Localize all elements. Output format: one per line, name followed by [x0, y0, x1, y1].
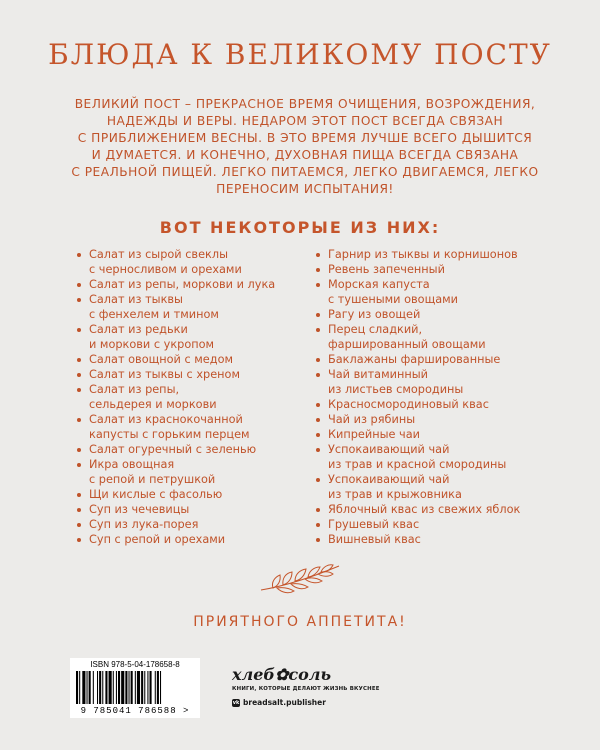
recipe-item-line: и моркови с укропом	[89, 338, 215, 351]
recipe-item	[315, 397, 545, 412]
intro-line: ВЕЛИКИЙ ПОСТ – ПРЕКРАСНОЕ ВРЕМЯ ОЧИЩЕНИЯ, ВОЗРОЖДЕНИЯ,	[74, 97, 536, 111]
barcode-bar	[155, 671, 156, 704]
barcode-bar	[105, 671, 107, 704]
recipe-item-line: Щи кислые с фасолью	[89, 488, 223, 501]
recipe-item-line: Икра овощная	[89, 458, 175, 471]
recipe-item-line: Суп из чечевицы	[89, 503, 190, 516]
barcode-bar	[137, 671, 140, 704]
barcode-bar	[141, 671, 143, 704]
barcode-bar	[129, 671, 130, 704]
social-link	[232, 698, 382, 707]
barcode-bar	[131, 671, 133, 704]
recipe-item	[76, 532, 296, 547]
barcode-bar	[160, 671, 161, 704]
barcode-bar	[135, 671, 136, 704]
recipe-item-line: Ревень запеченный	[328, 263, 445, 276]
recipe-item	[315, 322, 545, 352]
barcode-bar	[82, 671, 85, 704]
recipe-item-line: Салат из репы,	[89, 383, 180, 396]
recipe-item	[76, 247, 296, 277]
barcode-bar	[76, 671, 78, 704]
barcode-bar	[157, 671, 159, 704]
barcode-bar	[97, 671, 98, 704]
barcode-bar	[118, 671, 120, 704]
recipe-item-line: Морская капуста	[328, 278, 430, 291]
recipe-item-line: Салат из краснокочанной	[89, 413, 243, 426]
recipe-item-line: Баклажаны фаршированные	[328, 353, 501, 366]
recipe-item-line: Салат овощной с медом	[89, 353, 233, 366]
recipe-item	[76, 277, 296, 292]
recipe-item-line: Яблочный квас из свежих яблок	[328, 503, 521, 516]
intro-line: ПЕРЕНОСИМ ИСПЫТАНИЯ!	[216, 182, 394, 196]
recipe-item-line: Салат из тыквы	[89, 293, 183, 306]
recipe-item	[315, 442, 545, 472]
recipe-item-line: сельдерея и моркови	[89, 398, 217, 411]
recipe-item-line: из трав и крыжовника	[328, 488, 462, 501]
recipe-item-line: Гарнир из тыквы и корнишонов	[328, 248, 518, 261]
barcode-bar	[99, 671, 101, 704]
barcode-bars	[76, 671, 194, 704]
recipe-item	[315, 502, 545, 517]
closing-text: ПРИЯТНОГО АППЕТИТА!	[193, 614, 407, 630]
section-subtitle: ВОТ НЕКОТОРЫЕ ИЗ НИХ:	[159, 218, 441, 237]
recipe-item-line: с фенхелем и тмином	[89, 308, 219, 321]
barcode-bar	[150, 671, 152, 704]
recipe-item	[315, 517, 545, 532]
barcode-number: 9 785041 786588 >	[80, 706, 190, 716]
recipe-item-line: Салат из сырой свеклы	[89, 248, 228, 261]
recipe-item	[76, 502, 296, 517]
barcode-bar	[121, 671, 124, 704]
barcode-bar	[102, 671, 103, 704]
recipe-item-line: Суп из лука-порея	[89, 518, 199, 531]
recipe-item-line: Суп с репой и орехами	[89, 533, 226, 546]
recipe-list-right	[315, 247, 545, 547]
recipe-item-line: Чай из рябины	[328, 413, 416, 426]
recipe-item	[76, 487, 296, 502]
recipe-item-line: Вишневый квас	[328, 533, 421, 546]
recipe-item	[76, 352, 296, 367]
recipe-item-line: Грушевый квас	[328, 518, 420, 531]
page-title: БЛЮДА К ВЕЛИКОМУ ПОСТУ	[48, 38, 552, 71]
recipe-item	[315, 277, 545, 307]
recipe-item	[315, 262, 545, 277]
recipe-item	[315, 532, 545, 547]
recipe-item-line: фаршированный овощами	[328, 338, 486, 351]
recipe-item	[76, 292, 296, 322]
barcode-bar	[144, 671, 145, 704]
recipe-item-line: Успокаивающий чай	[328, 443, 450, 456]
recipe-item-line: из трав и красной смородины	[328, 458, 507, 471]
recipe-item	[315, 412, 545, 427]
intro-line: НАДЕЖДЫ И ВЕРЫ. НЕДАРОМ ЭТОТ ПОСТ ВСЕГДА СВЯЗАН	[106, 114, 504, 128]
barcode-bar	[116, 671, 117, 704]
recipe-item	[315, 427, 545, 442]
intro-line: И ДУМАЕТСЯ. И КОНЕЧНО, ДУХОВНАЯ ПИЩА ВСЕГДА СВЯЗАНА	[91, 148, 519, 162]
publisher-logo	[232, 665, 382, 707]
social-handle: breadsalt.publisher	[243, 698, 326, 707]
recipe-item-line: Перец сладкий,	[328, 323, 423, 336]
olive-branch-icon	[255, 560, 345, 596]
intro-text	[70, 96, 540, 198]
recipe-item-line: Салат огуречный с зеленью	[89, 443, 257, 456]
barcode	[70, 658, 200, 718]
recipe-item-line: Салат из репы, моркови и лука	[89, 278, 276, 291]
recipe-item	[76, 457, 296, 487]
barcode-bar	[109, 671, 112, 704]
barcode-bar	[125, 671, 127, 704]
barcode-bar	[147, 671, 148, 704]
recipe-item	[76, 412, 296, 442]
intro-line: С ПРИБЛИЖЕНИЕМ ВЕСНЫ. В ЭТО ВРЕМЯ ЛУЧШЕ ВСЕГО ДЫШИТСЯ	[77, 131, 533, 145]
publisher-name: хлеб✿соль	[232, 665, 332, 684]
recipe-item	[76, 322, 296, 352]
recipe-item	[315, 367, 545, 397]
vk-icon: vk	[232, 699, 240, 706]
recipe-list-left	[76, 247, 296, 547]
barcode-bar	[87, 671, 88, 704]
recipe-item	[315, 472, 545, 502]
recipe-item	[76, 382, 296, 412]
recipe-item	[315, 352, 545, 367]
barcode-bar	[89, 671, 91, 704]
recipe-item-line: Рагу из овощей	[328, 308, 421, 321]
recipe-item	[76, 517, 296, 532]
recipe-item-line: с репой и петрушкой	[89, 473, 216, 486]
recipe-item	[76, 367, 296, 382]
recipe-item-line: Красносмородиновый квас	[328, 398, 489, 411]
intro-line: С РЕАЛЬНОЙ ПИЩЕЙ. ЛЕГКО ПИТАЕМСЯ, ЛЕГКО ДВИГАЕМСЯ, ЛЕГКО	[71, 165, 539, 179]
recipe-item-line: Чай витаминный	[328, 368, 429, 381]
isbn-label: ISBN 978-5-04-178658-8	[90, 660, 180, 669]
recipe-item-line: Успокаивающий чай	[328, 473, 450, 486]
recipe-item-line: Салат из редьки	[89, 323, 188, 336]
recipe-item	[76, 442, 296, 457]
recipe-item-line: Кипрейные чаи	[328, 428, 420, 441]
recipe-item-line: с тушеными овощами	[328, 293, 459, 306]
barcode-bar	[93, 671, 94, 704]
recipe-item-line: Салат из тыквы с хреном	[89, 368, 240, 381]
publisher-slogan: КНИГИ, КОТОРЫЕ ДЕЛАЮТ ЖИЗНЬ ВКУСНЕЕ	[232, 686, 380, 692]
barcode-bar	[79, 671, 80, 704]
recipe-item-line: с черносливом и орехами	[89, 263, 242, 276]
recipe-item-line: капусты с горьким перцем	[89, 428, 250, 441]
recipe-item-line: из листьев смородины	[328, 383, 464, 396]
barcode-bar	[113, 671, 114, 704]
recipe-item	[315, 307, 545, 322]
recipe-item	[315, 247, 545, 262]
